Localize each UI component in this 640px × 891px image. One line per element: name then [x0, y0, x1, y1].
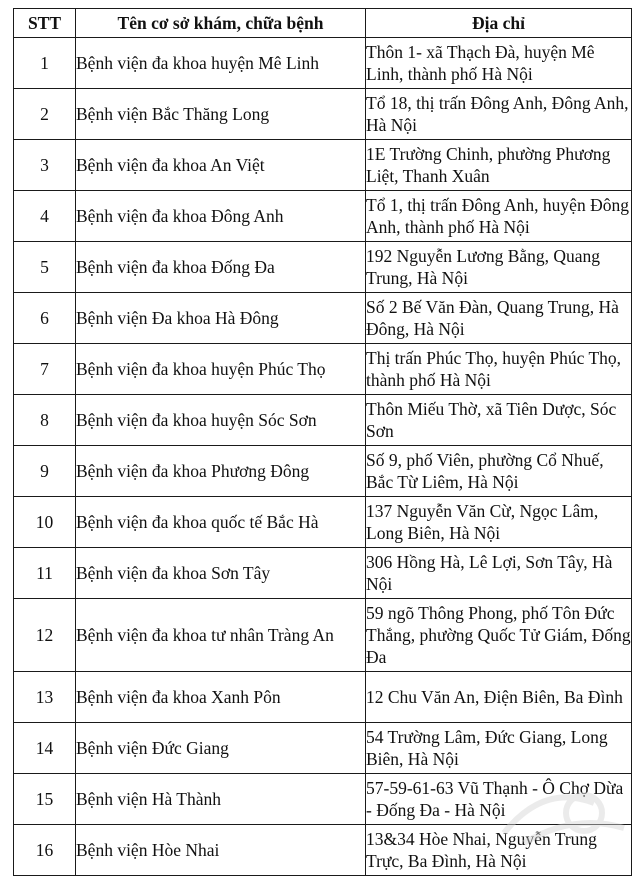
table-row	[14, 242, 632, 293]
row-name: Bệnh viện Bắc Thăng Long	[76, 89, 366, 140]
table-row	[14, 497, 632, 548]
row-stt: 9	[14, 446, 76, 497]
row-stt: 11	[14, 548, 76, 599]
row-address: 12 Chu Văn An, Điện Biên, Ba Đình	[366, 672, 632, 723]
row-name: Bệnh viện đa khoa Đống Đa	[76, 242, 366, 293]
row-stt: 6	[14, 293, 76, 344]
row-stt: 5	[14, 242, 76, 293]
row-name: Bệnh viện đa khoa Xanh Pôn	[76, 672, 366, 723]
table-row	[14, 140, 632, 191]
table-row	[14, 672, 632, 723]
row-address: Số 9, phố Viên, phường Cổ Nhuế, Bắc Từ Liêm, Hà Nội	[366, 446, 632, 497]
row-name: Bệnh viện Đa khoa Hà Đông	[76, 293, 366, 344]
row-address: Số 2 Bế Văn Đàn, Quang Trung, Hà Đông, Hà Nội	[366, 293, 632, 344]
hospital-table	[13, 8, 632, 876]
row-name: Bệnh viện đa khoa Sơn Tây	[76, 548, 366, 599]
table-row	[14, 191, 632, 242]
row-address: 59 ngõ Thông Phong, phố Tôn Đức Thắng, phường Quốc Tử Giám, Đống Đa	[366, 599, 632, 672]
table-header-row	[14, 9, 632, 38]
row-name: Bệnh viện đa khoa tư nhân Tràng An	[76, 599, 366, 672]
row-stt: 1	[14, 38, 76, 89]
table-row	[14, 599, 632, 672]
table-row	[14, 723, 632, 774]
table-row	[14, 395, 632, 446]
row-address: 1E Trường Chinh, phường Phương Liệt, Thanh Xuân	[366, 140, 632, 191]
table-row	[14, 446, 632, 497]
row-stt: 4	[14, 191, 76, 242]
row-name: Bệnh viện Đức Giang	[76, 723, 366, 774]
row-name: Bệnh viện Hòe Nhai	[76, 825, 366, 876]
table-row	[14, 89, 632, 140]
table-row	[14, 344, 632, 395]
row-address: 137 Nguyễn Văn Cừ, Ngọc Lâm, Long Biên, Hà Nội	[366, 497, 632, 548]
row-address: 192 Nguyễn Lương Bằng, Quang Trung, Hà Nội	[366, 242, 632, 293]
header-address: Địa chỉ	[366, 9, 632, 38]
table-row	[14, 293, 632, 344]
row-name: Bệnh viện đa khoa Phương Đông	[76, 446, 366, 497]
row-address: Thị trấn Phúc Thọ, huyện Phúc Thọ, thành phố Hà Nội	[366, 344, 632, 395]
row-address: 54 Trường Lâm, Đức Giang, Long Biên, Hà Nội	[366, 723, 632, 774]
row-stt: 16	[14, 825, 76, 876]
row-name: Bệnh viện đa khoa huyện Sóc Sơn	[76, 395, 366, 446]
row-address: Thôn 1- xã Thạch Đà, huyện Mê Linh, thành phố Hà Nội	[366, 38, 632, 89]
row-stt: 3	[14, 140, 76, 191]
row-name: Bệnh viện Hà Thành	[76, 774, 366, 825]
row-stt: 10	[14, 497, 76, 548]
row-stt: 8	[14, 395, 76, 446]
row-name: Bệnh viện đa khoa huyện Mê Linh	[76, 38, 366, 89]
table-row	[14, 38, 632, 89]
row-name: Bệnh viện đa khoa quốc tế Bắc Hà	[76, 497, 366, 548]
table-row	[14, 548, 632, 599]
row-stt: 14	[14, 723, 76, 774]
row-name: Bệnh viện đa khoa huyện Phúc Thọ	[76, 344, 366, 395]
row-name: Bệnh viện đa khoa Đông Anh	[76, 191, 366, 242]
row-address: Thôn Miếu Thờ, xã Tiên Dược, Sóc Sơn	[366, 395, 632, 446]
row-address: 306 Hồng Hà, Lê Lợi, Sơn Tây, Hà Nội	[366, 548, 632, 599]
row-stt: 12	[14, 599, 76, 672]
row-name: Bệnh viện đa khoa An Việt	[76, 140, 366, 191]
row-address: Tổ 18, thị trấn Đông Anh, Đông Anh, Hà Nội	[366, 89, 632, 140]
table-row	[14, 825, 632, 876]
row-address: 57-59-61-63 Vũ Thạnh - Ô Chợ Dừa - Đống Đa - Hà Nội	[366, 774, 632, 825]
row-stt: 13	[14, 672, 76, 723]
header-name: Tên cơ sở khám, chữa bệnh	[76, 9, 366, 38]
table-row	[14, 774, 632, 825]
row-stt: 15	[14, 774, 76, 825]
header-stt: STT	[14, 9, 76, 38]
row-address: 13&34 Hòe Nhai, Nguyễn Trung Trực, Ba Đình, Hà Nội	[366, 825, 632, 876]
row-stt: 7	[14, 344, 76, 395]
row-stt: 2	[14, 89, 76, 140]
row-address: Tổ 1, thị trấn Đông Anh, huyện Đông Anh, thành phố Hà Nội	[366, 191, 632, 242]
